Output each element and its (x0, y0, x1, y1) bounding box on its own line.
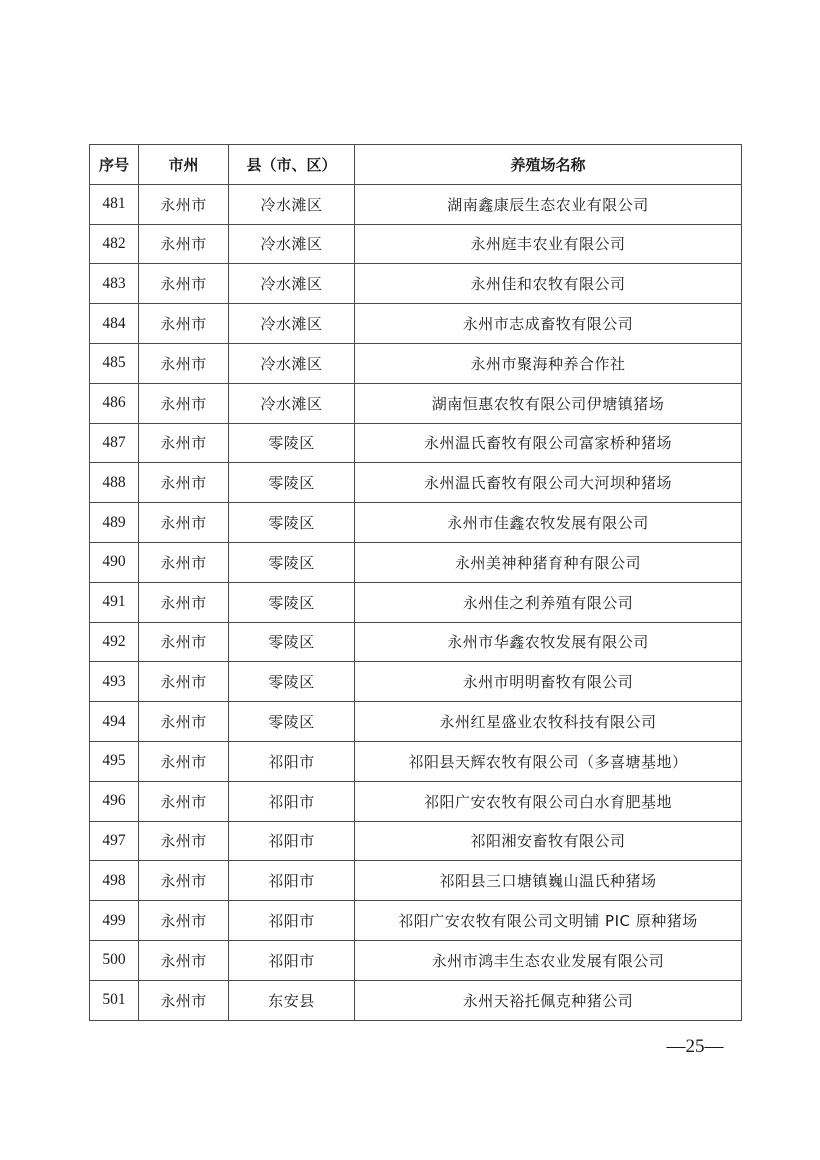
cell-farm-name: 祁阳县天辉农牧有限公司（多喜塘基地） (355, 741, 742, 781)
cell-seq: 500 (90, 940, 139, 980)
header-city: 市州 (139, 145, 229, 185)
cell-seq: 497 (90, 821, 139, 861)
cell-county: 祁阳市 (229, 781, 355, 821)
table-body (90, 184, 742, 1020)
cell-seq: 485 (90, 343, 139, 383)
cell-seq: 491 (90, 582, 139, 622)
cell-city: 永州市 (139, 304, 229, 344)
cell-farm-name: 祁阳湘安畜牧有限公司 (355, 821, 742, 861)
cell-city: 永州市 (139, 463, 229, 503)
cell-farm-name: 永州市鸿丰生态农业发展有限公司 (355, 940, 742, 980)
table-row (90, 980, 742, 1020)
table-row (90, 861, 742, 901)
table-row (90, 224, 742, 264)
cell-city: 永州市 (139, 582, 229, 622)
cell-city: 永州市 (139, 383, 229, 423)
cell-seq: 489 (90, 503, 139, 543)
cell-seq: 481 (90, 184, 139, 224)
cell-seq: 493 (90, 662, 139, 702)
table-row (90, 503, 742, 543)
cell-farm-name: 永州温氏畜牧有限公司富家桥种猪场 (355, 423, 742, 463)
cell-city: 永州市 (139, 184, 229, 224)
farm-list-table (89, 144, 742, 1021)
cell-county: 冷水滩区 (229, 224, 355, 264)
table-row (90, 741, 742, 781)
table-row (90, 940, 742, 980)
cell-farm-name: 永州市聚海种养合作社 (355, 343, 742, 383)
cell-farm-name: 祁阳广安农牧有限公司白水育肥基地 (355, 781, 742, 821)
cell-county: 祁阳市 (229, 861, 355, 901)
cell-farm-name: 永州市华鑫农牧发展有限公司 (355, 622, 742, 662)
cell-seq: 487 (90, 423, 139, 463)
cell-county: 零陵区 (229, 463, 355, 503)
cell-farm-name: 永州天裕托佩克种猪公司 (355, 980, 742, 1020)
cell-farm-name: 湖南鑫康辰生态农业有限公司 (355, 184, 742, 224)
cell-city: 永州市 (139, 423, 229, 463)
cell-city: 永州市 (139, 781, 229, 821)
cell-farm-name: 永州庭丰农业有限公司 (355, 224, 742, 264)
cell-county: 零陵区 (229, 423, 355, 463)
cell-farm-name: 永州市佳鑫农牧发展有限公司 (355, 503, 742, 543)
cell-county: 祁阳市 (229, 901, 355, 941)
table-header (90, 145, 742, 185)
cell-seq: 490 (90, 542, 139, 582)
cell-city: 永州市 (139, 821, 229, 861)
table-row (90, 264, 742, 304)
cell-farm-name: 祁阳县三口塘镇巍山温氏种猪场 (355, 861, 742, 901)
page-number: —25— (666, 1036, 724, 1057)
cell-county: 东安县 (229, 980, 355, 1020)
cell-seq: 488 (90, 463, 139, 503)
cell-city: 永州市 (139, 861, 229, 901)
cell-county: 祁阳市 (229, 741, 355, 781)
table-row (90, 781, 742, 821)
cell-farm-name: 永州佳和农牧有限公司 (355, 264, 742, 304)
cell-farm-name: 永州市志成畜牧有限公司 (355, 304, 742, 344)
cell-seq: 492 (90, 622, 139, 662)
cell-seq: 498 (90, 861, 139, 901)
cell-farm-name: 永州温氏畜牧有限公司大河坝种猪场 (355, 463, 742, 503)
table-row (90, 702, 742, 742)
cell-seq: 496 (90, 781, 139, 821)
cell-seq: 484 (90, 304, 139, 344)
table-row (90, 383, 742, 423)
cell-city: 永州市 (139, 702, 229, 742)
cell-city: 永州市 (139, 901, 229, 941)
cell-farm-name: 永州市明明畜牧有限公司 (355, 662, 742, 702)
header-seq: 序号 (90, 145, 139, 185)
cell-county: 零陵区 (229, 662, 355, 702)
cell-county: 冷水滩区 (229, 184, 355, 224)
cell-farm-name: 永州红星盛业农牧科技有限公司 (355, 702, 742, 742)
table-row (90, 423, 742, 463)
cell-seq: 486 (90, 383, 139, 423)
cell-farm-name: 祁阳广安农牧有限公司文明铺 PIC 原种猪场 (355, 901, 742, 941)
header-county: 县（市、区） (229, 145, 355, 185)
cell-farm-name: 永州佳之利养殖有限公司 (355, 582, 742, 622)
table-row (90, 662, 742, 702)
cell-farm-name: 湖南恒惠农牧有限公司伊塘镇猪场 (355, 383, 742, 423)
cell-county: 冷水滩区 (229, 304, 355, 344)
cell-city: 永州市 (139, 264, 229, 304)
cell-seq: 483 (90, 264, 139, 304)
cell-county: 祁阳市 (229, 821, 355, 861)
cell-county: 零陵区 (229, 503, 355, 543)
header-farm-name: 养殖场名称 (355, 145, 742, 185)
table-row (90, 901, 742, 941)
table-row (90, 542, 742, 582)
cell-city: 永州市 (139, 940, 229, 980)
cell-seq: 501 (90, 980, 139, 1020)
cell-city: 永州市 (139, 503, 229, 543)
cell-seq: 499 (90, 901, 139, 941)
cell-farm-name: 永州美神种猪育种有限公司 (355, 542, 742, 582)
cell-seq: 482 (90, 224, 139, 264)
cell-county: 零陵区 (229, 542, 355, 582)
cell-county: 零陵区 (229, 622, 355, 662)
cell-city: 永州市 (139, 343, 229, 383)
table-row (90, 622, 742, 662)
table-row (90, 343, 742, 383)
cell-county: 冷水滩区 (229, 383, 355, 423)
table-row (90, 463, 742, 503)
cell-city: 永州市 (139, 662, 229, 702)
cell-seq: 495 (90, 741, 139, 781)
cell-city: 永州市 (139, 622, 229, 662)
table-row (90, 304, 742, 344)
cell-city: 永州市 (139, 542, 229, 582)
cell-county: 零陵区 (229, 582, 355, 622)
cell-seq: 494 (90, 702, 139, 742)
table-row (90, 821, 742, 861)
table-row (90, 184, 742, 224)
cell-city: 永州市 (139, 224, 229, 264)
cell-city: 永州市 (139, 980, 229, 1020)
header-row (90, 145, 742, 185)
cell-county: 祁阳市 (229, 940, 355, 980)
cell-county: 冷水滩区 (229, 264, 355, 304)
cell-county: 冷水滩区 (229, 343, 355, 383)
cell-county: 零陵区 (229, 702, 355, 742)
table-row (90, 582, 742, 622)
cell-city: 永州市 (139, 741, 229, 781)
